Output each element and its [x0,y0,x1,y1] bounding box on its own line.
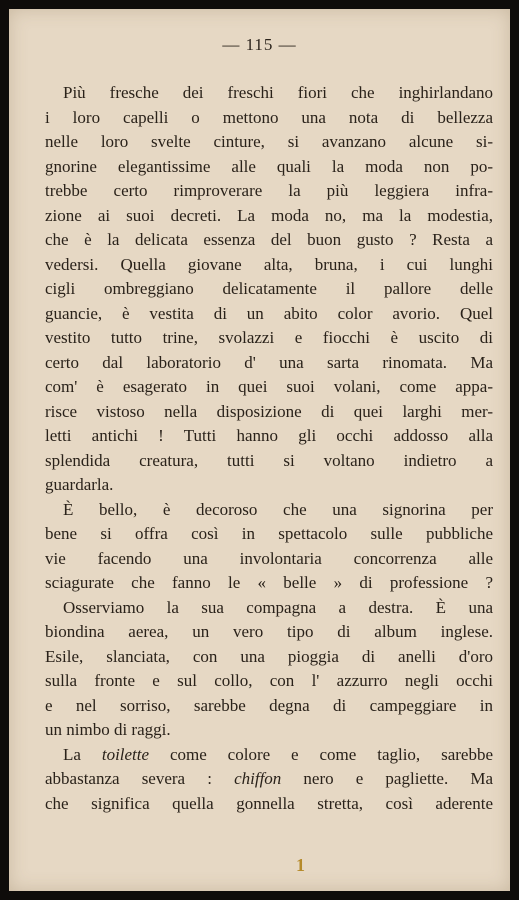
text-line: che significa quella gonnella stretta, così aderente [45,793,493,813]
text-line: un nimbo di raggi. [45,720,171,739]
text-line: cigli ombreggiano delicatamente il pallore delle [45,279,493,298]
text-run: abbastanza severa : [45,769,235,788]
body-text [45,81,493,816]
text-line: che è la delicata essenza del buon gusto ? Resta a [45,230,493,249]
text-line: e nel sorriso, sarebbe degna di campeggiare in [45,695,493,715]
text-line: guardarla. [45,475,114,494]
text-line: zione ai suoi decreti. La moda no, ma la modestia, [45,205,493,225]
text-line: certo dal laboratorio d' una sarta rinomata. Ma [45,352,493,372]
text-run: come colore e come taglio, sarebbe [149,744,493,764]
text-line: biondina aerea, un vero tipo di album inglese. [45,622,493,641]
text-line: splendida creatura, tutti si voltano indietro a [45,450,493,470]
text-line: Esile, slanciata, con una pioggia di anelli d'oro [45,646,493,666]
text-line [45,767,493,792]
signature-mark: 1 [296,855,305,875]
italic-word: chiffon [234,769,282,788]
text-line: com' è esagerato in quei suoi volani, come appa- [45,377,493,396]
text-line: Osserviamo la sua compagna a destra. È una [63,597,493,617]
text-line: vie facendo una involontaria concorrenza alle [45,548,493,568]
text-line: trebbe certo rimproverare la più leggiera infra- [45,181,493,200]
text-line: risce vistoso nella disposizione di quei larghi mer- [45,401,493,421]
text-line: Più fresche dei freschi fiori che inghirlandano [63,83,493,102]
text-line: guancie, è vestita di un abito color avorio. Quel [45,303,493,323]
text-line: È bello, è decoroso che una signorina per [63,499,493,519]
text-line: bene si offra così in spettacolo sulle pubbliche [45,524,493,543]
text-run: nero e pagliette. Ma [281,769,493,788]
book-page [9,9,510,891]
text-line: sciagurate che fanno le « belle » di professione ? [45,573,493,592]
page-number-header: — 115 — [222,35,297,54]
text-line: sulla fronte e sul collo, con l' azzurro negli occhi [45,671,493,690]
text-line: i loro capelli o mettono una nota di bellezza [45,107,493,127]
text-line: vestito tutto trine, svolazzi e fiocchi è uscito di [45,328,493,347]
italic-word: toilette [101,744,150,764]
text-line: vedersi. Quella giovane alta, bruna, i cui lunghi [45,254,493,274]
text-run: La [63,744,102,764]
text-line [45,743,493,768]
text-line: letti antichi ! Tutti hanno gli occhi addosso alla [45,426,493,445]
text-line: nelle loro svelte cinture, si avanzano alcune si- [45,132,493,151]
text-line: gnorine elegantissime alle quali la moda non po- [45,156,493,176]
